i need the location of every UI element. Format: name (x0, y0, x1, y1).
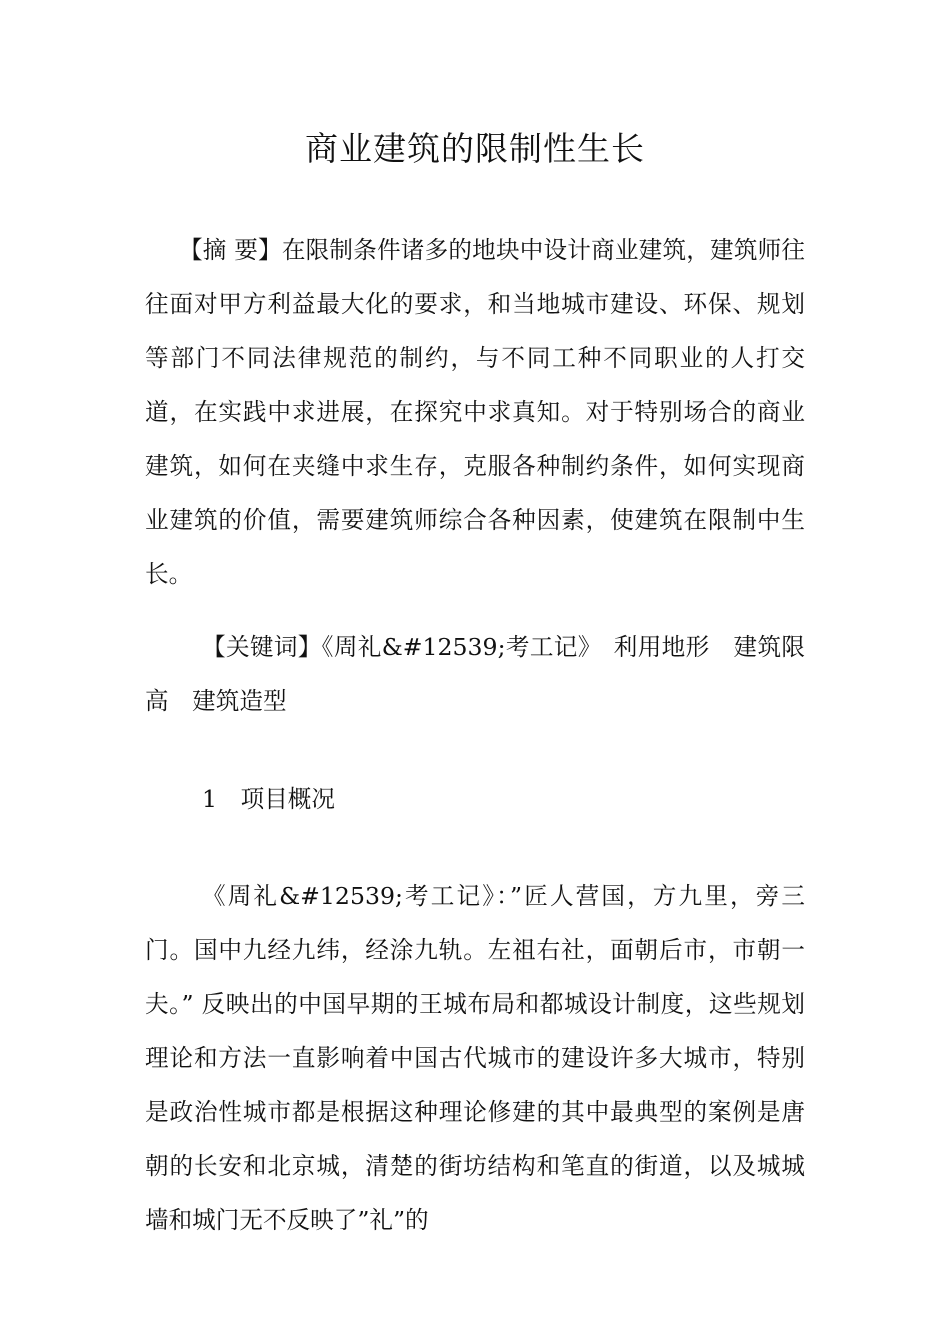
document-title: 商业建筑的限制性生长 (305, 129, 645, 168)
keywords-paragraph: 【关键词】《周礼&#12539;考工记》 利用地形 建筑限高 建筑造型 (145, 633, 805, 715)
abstract-paragraph: 【摘 要】在限制条件诸多的地块中设计商业建筑，建筑师往往面对甲方利益最大化的要求，和当地城市建设、环保、规划等部门不同法律规范的制约，与不同工种不同职业的人打交道，在实践中求进展，在探究中求真知。对于特别场合的商业建筑，如何在夹缝中求生存，克服各种制约条件，如何实现商业建筑的价值，需要建筑师综合各种因素，使建筑在限制中生长。 (145, 236, 805, 588)
section-heading: 1 项目概况 (202, 785, 335, 813)
body-paragraph: 《周礼&#12539;考工记》：”匠人营国，方九里，旁三门。国中九经九纬，经涂九轨。左祖右社，面朝后市，市朝一夫。” 反映出的中国早期的王城布局和都城设计制度，这些规划理论和方法一直影响着中国古代城市的建设许多大城市，特别是政治性城市都是根据这种理论修建的其中最典型的案例是唐朝的长安和北京城，清楚的街坊结构和笔直的街道，以及城城墙和城门无不反映了”礼”的 (145, 882, 805, 1234)
